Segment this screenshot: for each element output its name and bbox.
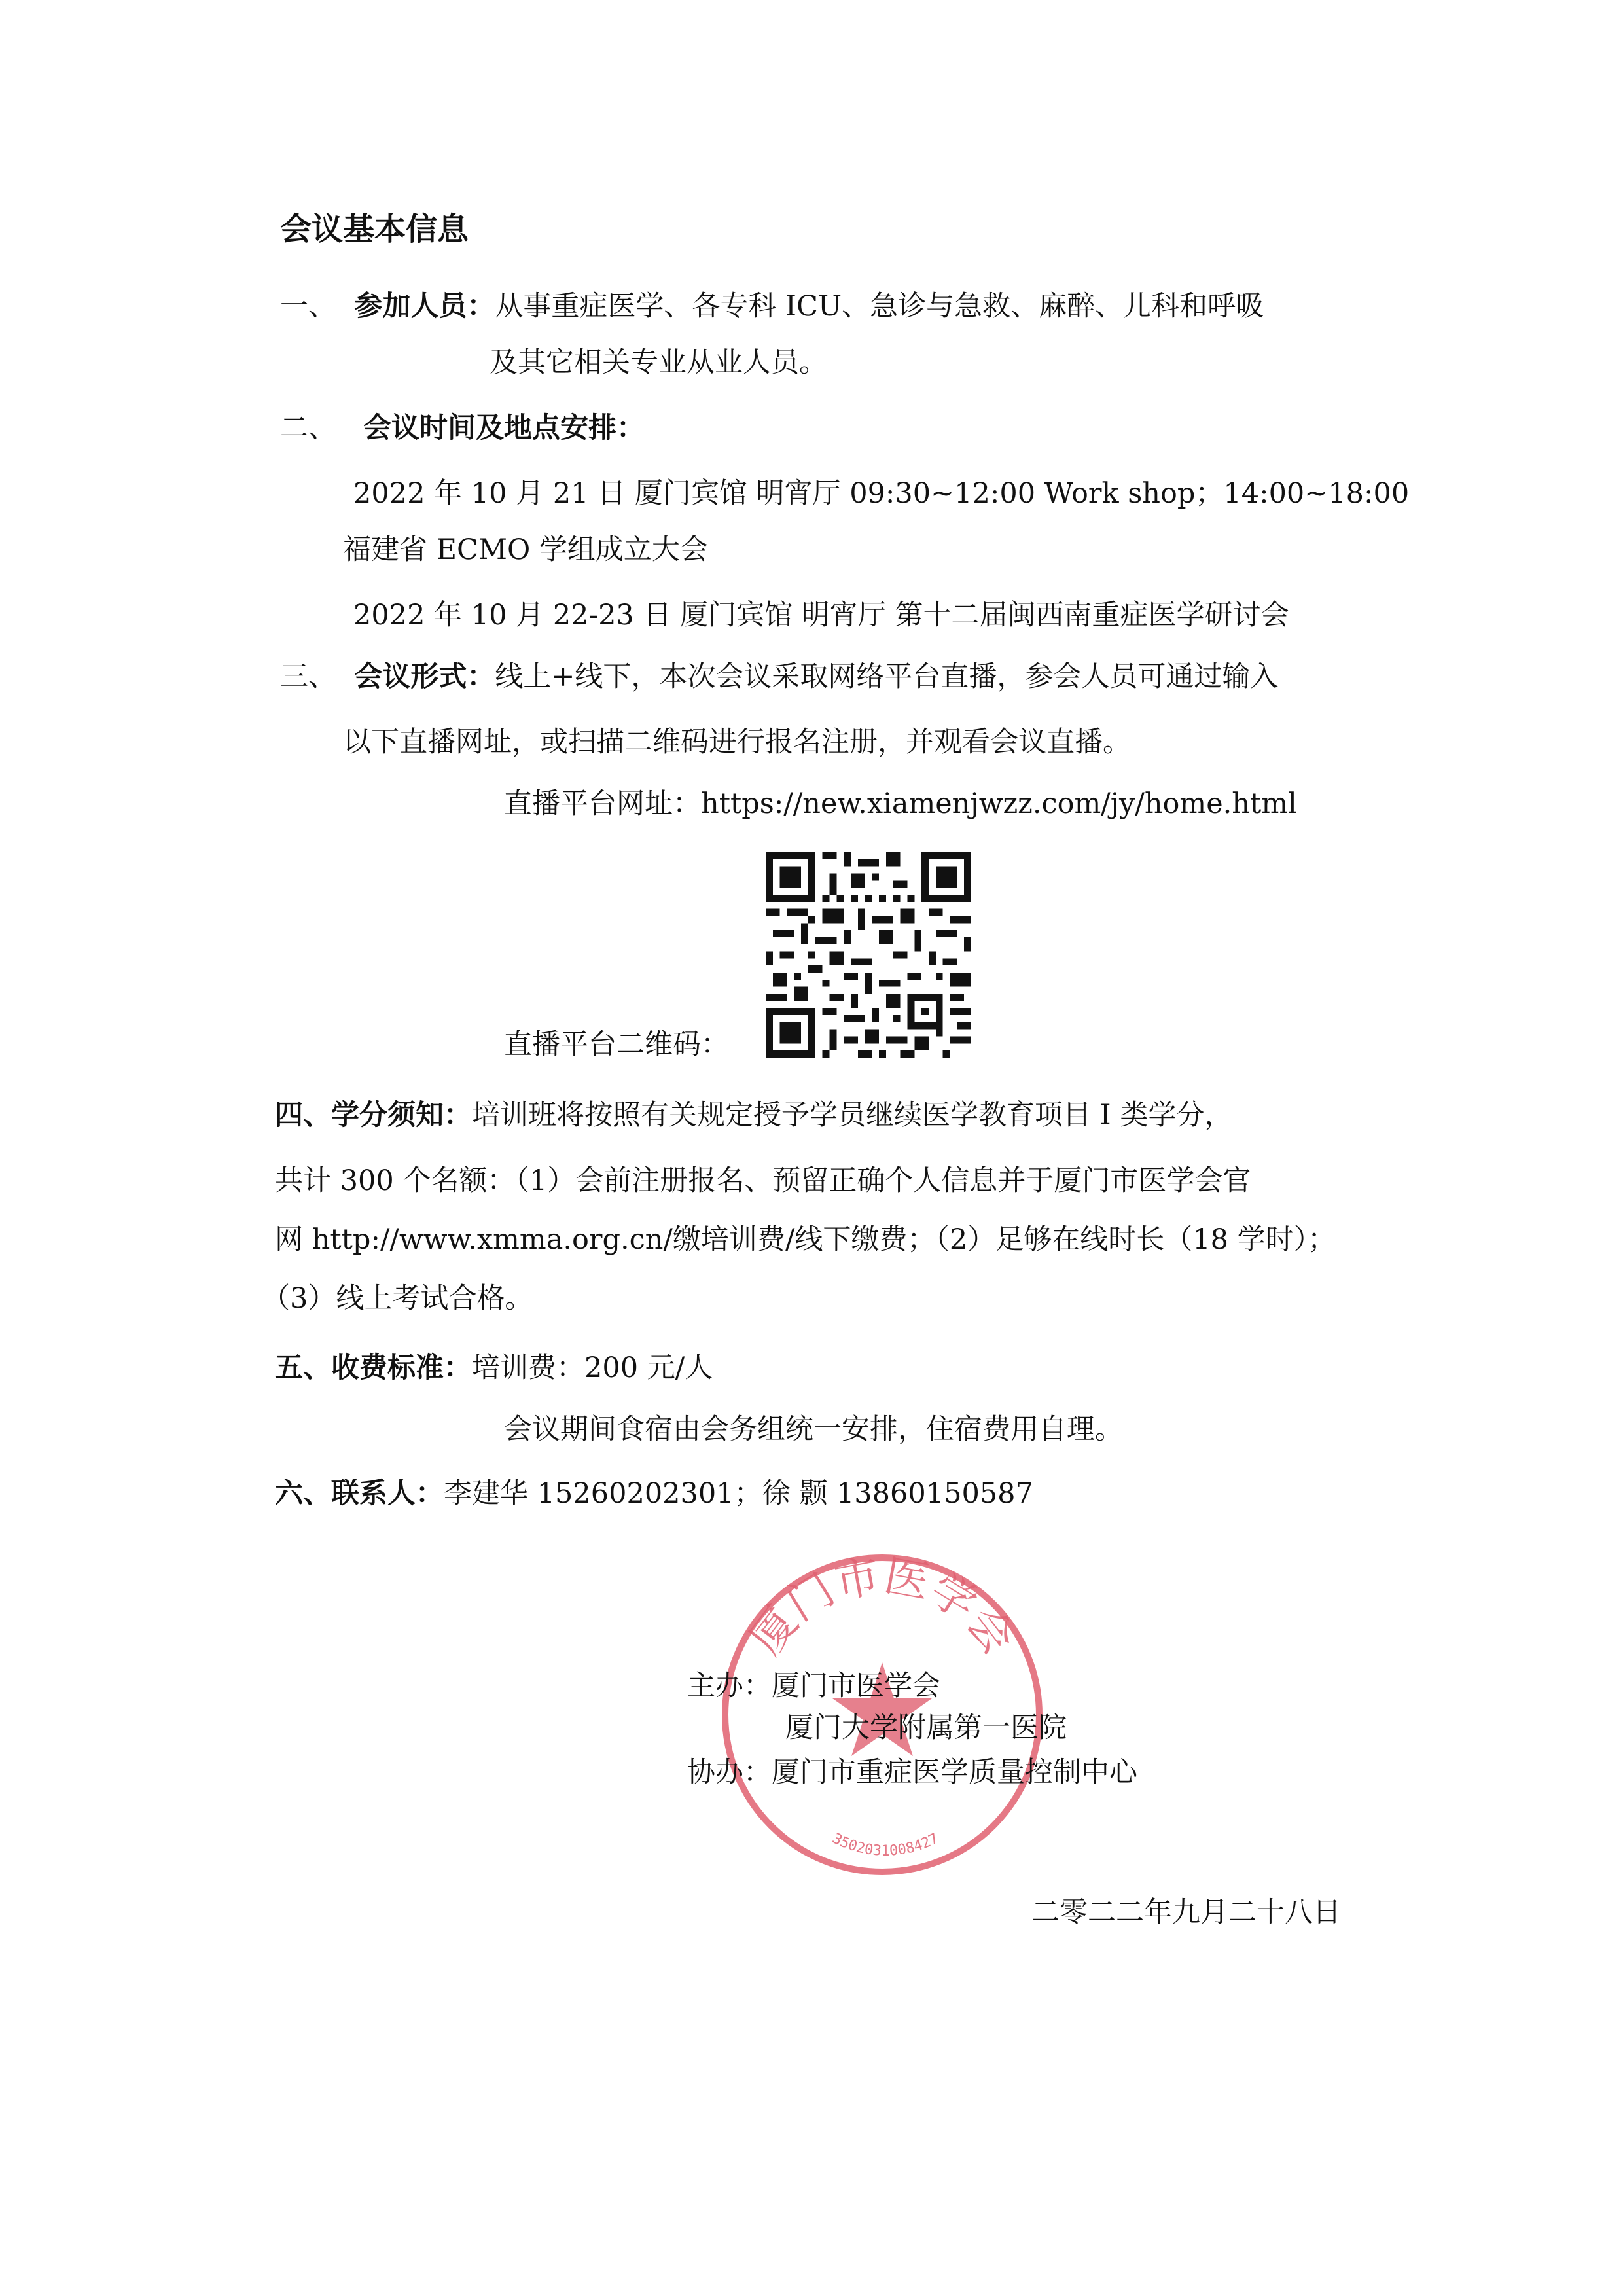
- stream-url-line: [504, 785, 1297, 822]
- stream-url-link[interactable]: https://new.xiamenjwzz.com/jy/home.html: [701, 787, 1297, 820]
- section-4-label: 学分须知：: [331, 1099, 472, 1132]
- host-2: 厦门大学附属第一医院: [785, 1712, 1067, 1744]
- section-1-text-2: 及其它相关专业从业人员。: [490, 346, 827, 379]
- section-4-number: 四、: [275, 1099, 331, 1132]
- document-date: 二零二二年九月二十八日: [1031, 1896, 1341, 1929]
- section-5-line-1: [275, 1350, 713, 1386]
- section-3-label: 会议形式：: [354, 660, 495, 693]
- section-6-number: 六、: [275, 1477, 331, 1510]
- seal-text: 厦门市医学会: [740, 1550, 1025, 1664]
- section-5-label: 收费标准：: [331, 1352, 472, 1384]
- section-2-label: 会议时间及地点安排：: [363, 412, 645, 444]
- section-6-contacts: 李建华 15260202301；徐 颢 13860150587: [444, 1477, 1033, 1510]
- section-2-schedule-1: 2022 年 10 月 21 日 厦门宾馆 明宵厅 09:30~12:00 Work shop；14:00~18:00: [353, 477, 1410, 510]
- document-title: 会议基本信息: [280, 211, 469, 247]
- svg-text:3502031008427: [830, 1831, 942, 1859]
- section-4-text-3: 网 http://www.xmma.org.cn/缴培训费/线下缴费；（2）足够在线时长（18 学时）；: [275, 1223, 1336, 1256]
- section-1-text-1: 从事重症医学、各专科 ICU、急诊与急救、麻醉、儿科和呼吸: [495, 290, 1264, 323]
- co-organizer-line: [687, 1754, 1137, 1791]
- section-4-text-2: 共计 300 个名额：（1）会前注册报名、预留正确个人信息并于厦门市医学会官: [275, 1164, 1251, 1197]
- section-3-line-1: [280, 658, 1278, 695]
- section-3-text-2: 以下直播网址，或扫描二维码进行报名注册，并观看会议直播。: [343, 726, 1131, 759]
- stream-url-label: 直播平台网址：: [504, 787, 701, 820]
- co-organizer-label: 协办：: [687, 1756, 772, 1789]
- section-4-text-1: 培训班将按照有关规定授予学员继续医学教育项目 I 类学分，: [472, 1099, 1233, 1132]
- section-5-number: 五、: [275, 1352, 331, 1384]
- section-4-text-4: （3）线上考试合格。: [262, 1282, 533, 1315]
- section-3-number: 三、: [280, 660, 336, 693]
- host-line-1: [687, 1668, 940, 1704]
- co-organizer-1: 厦门市重症医学质量控制中心: [772, 1756, 1137, 1789]
- host-label: 主办：: [687, 1670, 772, 1702]
- qr-code[interactable]: [766, 852, 971, 1058]
- host-1: 厦门市医学会: [772, 1670, 940, 1702]
- section-5-note: 会议期间食宿由会务组统一安排，住宿费用自理。: [504, 1413, 1123, 1446]
- section-2-schedule-1b: 福建省 ECMO 学组成立大会: [343, 533, 708, 566]
- section-4-line-1: [275, 1097, 1232, 1134]
- section-3-text-1: 线上+线下，本次会议采取网络平台直播，参会人员可通过输入: [495, 660, 1279, 693]
- section-2-schedule-2: 2022 年 10 月 22-23 日 厦门宾馆 明宵厅 第十二届闽西南重症医学研讨会: [353, 599, 1289, 632]
- section-5-fee: 培训费：200 元/人: [472, 1352, 713, 1384]
- seal-number: 3502031008427: [829, 1830, 942, 1859]
- section-1-number: 一、: [280, 290, 336, 323]
- section-1-line-1: [280, 288, 1264, 325]
- section-6-line: [275, 1475, 1033, 1512]
- section-2-number: 二、: [280, 412, 336, 444]
- section-2-line-1: [280, 410, 645, 446]
- section-1-label: 参加人员：: [354, 290, 495, 323]
- section-6-label: 联系人：: [331, 1477, 444, 1510]
- qr-code-label: 直播平台二维码：: [504, 1028, 729, 1061]
- svg-text:厦门市医学会: [740, 1550, 1024, 1664]
